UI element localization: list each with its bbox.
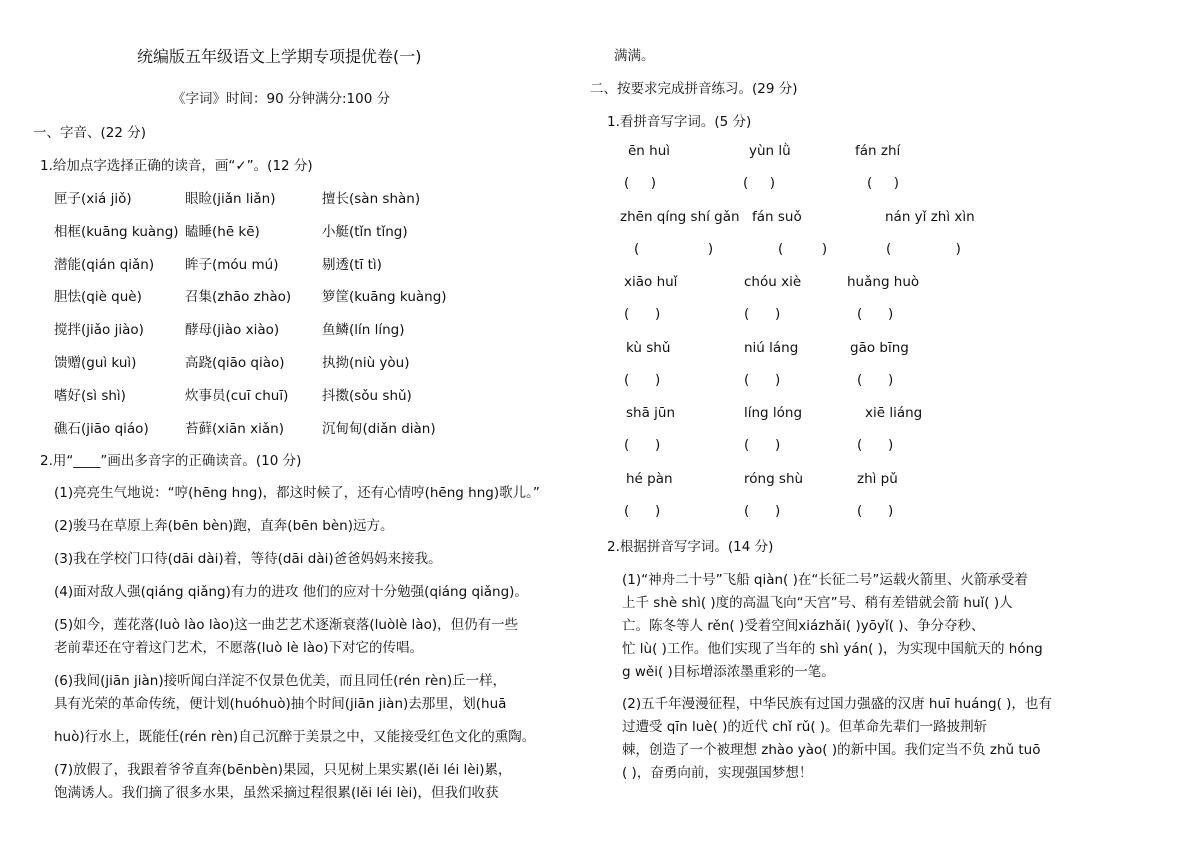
p2-q1-title: 1.看拼音写字词。(5 分) <box>607 114 752 130</box>
pronunciation-item[interactable]: 小艇(tǐn tǐng) <box>322 223 408 240</box>
pronunciation-item[interactable]: 高跷(qiāo qiào) <box>185 355 285 371</box>
answer-blank[interactable]: ( ) <box>857 502 894 519</box>
fill-line: 亡。陈冬等人 rěn( )受着空间xiázhǎi( )yōyǐ( )、争分夺秒、 <box>622 618 985 634</box>
polyphone-line: (1)亮亮生气地说：“哼(hēng hng)，都这时候了，还有心情哼(hēng hng)歌儿。” <box>54 485 540 501</box>
pronunciation-item[interactable]: 相框(kuāng kuàng) <box>54 223 179 240</box>
answer-blank[interactable]: ( ) <box>778 240 828 257</box>
pronunciation-item[interactable]: 鱼鳞(lín líng) <box>322 322 405 339</box>
answer-blank[interactable]: ( ) <box>867 175 899 191</box>
pronunciation-item[interactable]: 搅拌(jiǎo jiào) <box>54 322 144 339</box>
fill-line: ( )，奋勇向前，实现强国梦想！ <box>622 765 813 781</box>
pronunciation-item[interactable]: 召集(zhāo zhào) <box>185 289 292 306</box>
page-subtitle: 《字词》时间：90 分钟满分:100 分 <box>172 91 391 107</box>
answer-blank[interactable]: ( ) <box>624 306 661 322</box>
polyphone-line: 饱满诱人。我们摘了很多水果，虽然采摘过程很累(lěi léi lèi)，但我们收获 <box>54 785 499 801</box>
polyphone-line: huò)行水上，既能任(rén rèn)自己沉醉于美景之中，又能接受红色文化的熏陶。 <box>54 729 536 745</box>
q1-title: 1.给加点字选择正确的读音，画“✓”。(12 分) <box>40 158 313 174</box>
pinyin-prompt: shā jūn <box>626 405 676 421</box>
pronunciation-item[interactable]: 潜能(qián qiǎn) <box>54 256 155 273</box>
pinyin-prompt: kù shǔ <box>626 339 671 356</box>
pronunciation-item[interactable]: 馈赠(guì kuì) <box>54 355 137 371</box>
polyphone-line: 具有光荣的革命传统，便计划(huóhuò)抽个时间(jiān jiàn)去那里，划(huā <box>54 696 507 712</box>
polyphone-line: (2)骏马在草原上奔(bēn bèn)跑，直奔(bēn bèn)远方。 <box>54 518 394 534</box>
pronunciation-item[interactable]: 擅长(sàn shàn) <box>322 191 421 207</box>
pronunciation-item[interactable]: 礁石(jiāo qiáo) <box>54 420 149 437</box>
pinyin-prompt: yùn lǜ <box>749 143 791 159</box>
pinyin-prompt: ēn huì <box>628 143 671 159</box>
answer-blank[interactable]: ( ) <box>624 437 661 453</box>
pronunciation-item[interactable]: 眸子(móu mú) <box>185 256 279 273</box>
pinyin-prompt: huǎng huò <box>847 274 920 290</box>
fill-line: 忙 lù( )工作。他们实现了当年的 shì yán( )，为实现中国航天的 hóng <box>622 641 1043 657</box>
polyphone-line: (6)我间(jiān jiàn)接听闻白洋淀不仅景色优美，而且同任(rén rèn)丘一样， <box>54 673 507 689</box>
page-title: 统编版五年级语文上学期专项提优卷(一) <box>137 47 422 66</box>
pinyin-prompt: róng shù <box>744 470 804 487</box>
pronunciation-item[interactable]: 剔透(tī tì) <box>322 256 382 273</box>
polyphone-line: (4)面对敌人强(qiáng qiǎng)有力的进攻 他们的应对十分勉强(qiáng qiǎng)。 <box>54 584 528 600</box>
pronunciation-item[interactable]: 匣子(xiá jiǒ) <box>54 191 132 207</box>
pinyin-prompt: chóu xiè <box>744 274 802 290</box>
fill-line: 棘，创造了一个被理想 zhào yào( )的新中国。我们定当不负 zhǔ tuō <box>622 742 1041 758</box>
answer-blank[interactable]: ( ) <box>857 306 894 322</box>
polyphone-line: (3)我在学校门口待(dāi dài)着，等待(dāi dài)爸爸妈妈来接我。 <box>54 551 442 567</box>
answer-blank[interactable]: ( ) <box>744 371 781 388</box>
q2-title: 2.用“____”画出多音字的正确读音。(10 分) <box>40 453 302 469</box>
pronunciation-item[interactable]: 箩筐(kuāng kuàng) <box>322 289 447 306</box>
answer-blank[interactable]: ( ) <box>857 371 894 388</box>
section-1-heading: 一、字音、(22 分) <box>33 125 147 141</box>
pronunciation-item[interactable]: 胆怯(qiè què) <box>54 289 142 306</box>
p2-q2-title: 2.根据拼音写字词。(14 分) <box>607 539 774 555</box>
pronunciation-item[interactable]: 酵母(jiào xiào) <box>185 322 280 339</box>
pinyin-prompt: fán zhí <box>855 143 901 159</box>
pronunciation-item[interactable]: 瞌睡(hē kē) <box>185 223 260 240</box>
pronunciation-item[interactable]: 苔藓(xiān xiǎn) <box>185 420 284 437</box>
answer-blank[interactable]: ( ) <box>857 437 894 453</box>
answer-blank[interactable]: ( ) <box>744 502 781 519</box>
pinyin-prompt: zhēn qíng shí gǎn <box>620 208 740 225</box>
pinyin-prompt: xiāo huǐ <box>624 274 678 290</box>
answer-blank[interactable]: ( ) <box>624 175 656 191</box>
polyphone-line: (5)如今，莲花落(luò lào lào)这一曲艺艺术逐渐衰落(luòlè lào)，但仍有一些 <box>54 617 519 633</box>
fill-line: 过遭受 qīn luè( )的近代 chǐ rǔ( )。但革命先辈们一路披荆斩 <box>622 719 988 735</box>
answer-blank[interactable]: ( ) <box>624 502 661 519</box>
fill-line: 上千 shè shì( )度的高温飞向“天宫”号、稍有差错就会箭 huǐ( )人 <box>622 595 1013 611</box>
polyphone-line: (7)放假了，我跟着爷爷直奔(bēnbèn)果园，只见树上果实累(lěi léi lèi)累， <box>54 762 512 778</box>
pinyin-prompt: fán suǒ <box>752 208 802 225</box>
answer-blank[interactable]: ( ) <box>743 175 775 191</box>
continuation-text: 满满。 <box>614 48 655 64</box>
pronunciation-item[interactable]: 抖擞(sǒu shǔ) <box>322 387 412 404</box>
answer-blank[interactable]: ( ) <box>634 240 714 257</box>
pinyin-prompt: xiē liáng <box>865 405 923 421</box>
pinyin-prompt: líng lóng <box>744 405 803 421</box>
fill-line: (1)“神舟二十号”飞船 qiàn( )在“长征二号”运载火箭里、火箭承受着 <box>622 572 1028 588</box>
pinyin-prompt: nán yǐ zhì xìn <box>885 208 975 225</box>
fill-line: g wěi( )目标增添浓墨重彩的一笔。 <box>622 664 835 680</box>
pinyin-prompt: hé pàn <box>626 470 673 487</box>
pinyin-prompt: niú láng <box>744 339 799 356</box>
answer-blank[interactable]: ( ) <box>624 371 661 388</box>
answer-blank[interactable]: ( ) <box>744 306 781 322</box>
fill-line: (2)五千年漫漫征程，中华民族有过国力强盛的汉唐 huī huáng( )，也有 <box>622 696 1052 712</box>
pinyin-prompt: zhì pǔ <box>857 470 898 487</box>
answer-blank[interactable]: ( ) <box>886 240 961 257</box>
section-2-heading: 二、按要求完成拼音练习。(29 分) <box>590 81 798 97</box>
pinyin-prompt: gāo bīng <box>850 339 909 356</box>
pronunciation-item[interactable]: 执拗(niù yòu) <box>322 355 410 371</box>
pronunciation-item[interactable]: 沉甸甸(diǎn diàn) <box>322 420 436 437</box>
answer-blank[interactable]: ( ) <box>744 437 781 453</box>
pronunciation-item[interactable]: 嗜好(sì shì) <box>54 387 126 404</box>
polyphone-line: 老前辈还在守着这门艺术，不愿落(luò lè lào)下对它的传唱。 <box>54 640 424 656</box>
pronunciation-item[interactable]: 炊事员(cuī chuī) <box>185 387 289 404</box>
pronunciation-item[interactable]: 眼睑(jiǎn liǎn) <box>185 191 276 207</box>
